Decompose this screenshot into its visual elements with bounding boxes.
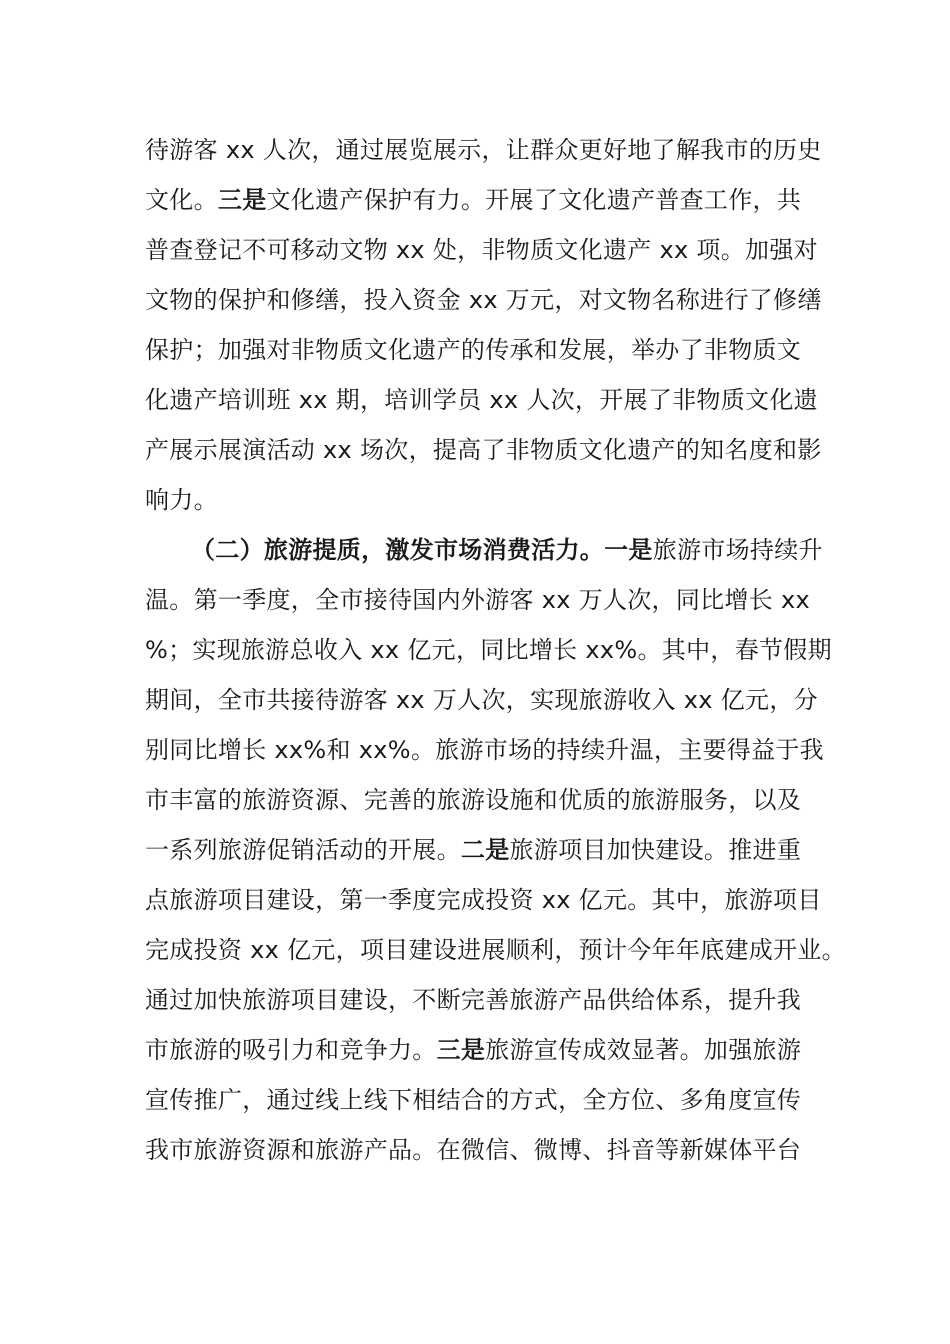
text-run: 期间，全市共接待游客 xx 万人次，实现旅游收入 xx 亿元，分 (145, 686, 818, 714)
text-run: 市旅游的吸引力和竞争力。 (145, 1036, 437, 1064)
text-line (145, 675, 818, 725)
text-run: 温。第一季度，全市接待国内外游客 xx 万人次，同比增长 xx (145, 586, 810, 614)
text-run: 产展示展演活动 xx 场次，提高了非物质文化遗产的知名度和影 (145, 436, 822, 464)
text-line (145, 125, 822, 175)
text-line (145, 175, 801, 225)
text-run: 市丰富的旅游资源、完善的旅游设施和优质的旅游服务，以及 (145, 786, 802, 814)
text-run: 文化。 (145, 186, 218, 214)
text-line (191, 525, 823, 575)
text-line (145, 475, 218, 525)
text-run: 我市旅游资源和旅游产品。在微信、微博、抖音等新媒体平台 (145, 1136, 802, 1164)
text-line (145, 875, 822, 925)
text-line (145, 725, 824, 775)
text-run: 旅游市场持续升 (652, 536, 823, 564)
text-line (145, 275, 822, 325)
bold-text-run: （二）旅游提质，激发市场消费活力。一是 (191, 536, 653, 564)
text-line (145, 425, 822, 475)
text-run: 旅游宣传成效显著。加强旅游 (485, 1036, 802, 1064)
text-run: 文化遗产保护有力。开展了文化遗产普查工作，共 (266, 186, 802, 214)
text-run: 点旅游项目建设，第一季度完成投资 xx 亿元。其中，旅游项目 (145, 886, 822, 914)
text-run: 保护；加强对非物质文化遗产的传承和发展，举办了非物质文 (145, 336, 802, 364)
text-line (145, 825, 801, 875)
text-run: 一系列旅游促销活动的开展。 (145, 836, 461, 864)
text-run: 通过加快旅游项目建设，不断完善旅游产品供给体系，提升我 (145, 986, 802, 1014)
text-line (145, 1075, 801, 1125)
bold-text-run: 三是 (436, 1036, 486, 1064)
text-run: 完成投资 xx 亿元，项目建设进展顺利，预计今年年底建成开业。 (145, 936, 846, 964)
text-line (145, 325, 801, 375)
text-line (145, 625, 832, 675)
text-run: %；实现旅游总收入 xx 亿元，同比增长 xx%。其中，春节假期 (145, 636, 832, 664)
text-line (145, 975, 801, 1025)
text-run: 文物的保护和修缮，投入资金 xx 万元，对文物名称进行了修缮 (145, 286, 822, 314)
text-line (145, 575, 810, 625)
text-line (145, 375, 818, 425)
bold-text-run: 三是 (217, 186, 267, 214)
text-run: 宣传推广，通过线上线下相结合的方式，全方位、多角度宣传 (145, 1086, 802, 1114)
text-line (145, 925, 846, 975)
text-line (145, 1125, 801, 1175)
text-run: 旅游项目加快建设。推进重 (509, 836, 802, 864)
text-line (145, 225, 818, 275)
text-run: 待游客 xx 人次，通过展览展示，让群众更好地了解我市的历史 (145, 136, 822, 164)
text-run: 别同比增长 xx%和 xx%。旅游市场的持续升温，主要得益于我 (145, 736, 824, 764)
text-run: 普查登记不可移动文物 xx 处，非物质文化遗产 xx 项。加强对 (145, 236, 818, 264)
text-line (145, 775, 801, 825)
text-run: 化遗产培训班 xx 期，培训学员 xx 人次，开展了非物质文化遗 (145, 386, 818, 414)
bold-text-run: 二是 (460, 836, 510, 864)
text-line (145, 1025, 801, 1075)
text-run: 响力。 (145, 486, 218, 514)
